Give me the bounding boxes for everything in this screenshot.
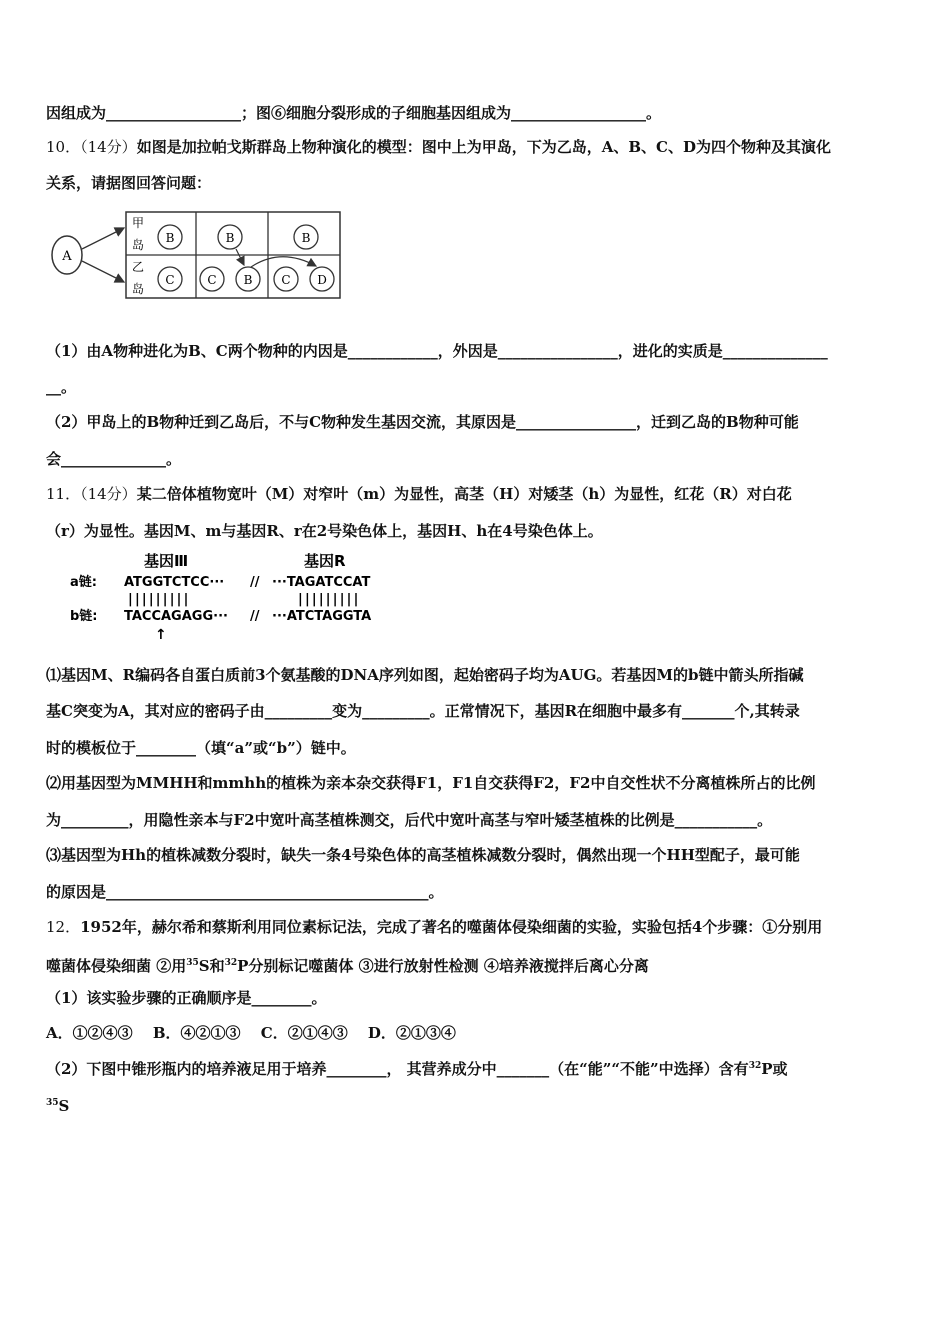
question-12-part-1: （1）该实验步骤的正确顺序是________。 [46, 989, 327, 1007]
b-chain-break: // [250, 609, 260, 624]
species-label: B [225, 231, 235, 245]
species-label: C [281, 273, 291, 287]
question-text: 某二倍体植物宽叶（M）对窄叶（m）为显性，高茎（H）对矮茎（h）为显性，红花（R）对白花 [136, 485, 792, 503]
question-11-stem [46, 484, 910, 504]
text-line: __。 [46, 378, 77, 396]
migration-arrow [236, 249, 244, 265]
base-pair-bars: ||||||||| [298, 592, 361, 607]
b-chain-left: TACCAGAGG··· [124, 609, 228, 624]
text-line: 关系，请据图回答问题： [46, 174, 212, 192]
a-chain-label: a链: [70, 575, 97, 590]
text-span: P或 [761, 1060, 788, 1078]
island-label-jia: 岛 [131, 238, 145, 252]
species-label: A [62, 249, 72, 264]
a-chain-right: ···TAGATCCAT [272, 575, 371, 590]
question-11-part-3: ⑶基因型为Hh的植株减数分裂时，缺失一条4号染色体的高茎植株减数分裂时，偶然出现一个HH型配子，最可能 [46, 846, 800, 864]
superscript: 32 [748, 1061, 762, 1071]
text-span: P分别标记噬菌体 ③进行放射性检测 ④培养液搅拌后离心分离 [237, 957, 649, 975]
island-label-yi: 岛 [131, 282, 145, 296]
text-line: 基C突变为A，其对应的密码子由_________变为_________。正常情况下，基因R在细胞中最多有_______个,其转录 [46, 702, 800, 720]
text-line: 因组成为__________________；图⑥细胞分裂形成的子细胞基因组成为__________________。 [46, 104, 662, 122]
island-label-yi: 乙 [131, 260, 145, 274]
text-line: 会______________。 [46, 450, 182, 468]
dna-sequence-figure [66, 548, 406, 642]
question-10-stem [46, 137, 910, 157]
text-line: （r）为显性。基因M、m与基因R、r在2号染色体上，基因H、h在4号染色体上。 [46, 522, 603, 540]
text-span: （2）下图中锥形瓶内的培养液足用于培养________， 其营养成分中_______（在“能”“不能”中选择）含有 [46, 1060, 749, 1078]
species-label: C [165, 273, 175, 287]
b-chain-label: b链: [70, 609, 98, 624]
question-number: 12． [46, 918, 81, 936]
species-label: B [243, 273, 253, 287]
superscript: 32 [224, 958, 238, 968]
a-chain-left: ATGGTCTCC··· [124, 575, 225, 590]
question-10-part-1: （1）由A物种进化为B、C两个物种的内因是____________，外因是________________，进化的实质是______________ [46, 342, 828, 360]
superscript: 35 [46, 1098, 59, 1108]
text-line: 的原因是___________________________________________。 [46, 883, 444, 901]
question-12-part-2 [46, 1056, 910, 1079]
question-12-stem [46, 917, 910, 937]
text-span: 噬菌体侵染细菌 ②用 [46, 957, 187, 975]
species-label: C [207, 273, 217, 287]
species-label: B [165, 231, 175, 245]
text-span: S [58, 1097, 70, 1115]
question-11-part-2: ⑵用基因型为MMHH和mmhh的植株为亲本杂交获得F1，F1自交获得F2，F2中自交性状不分离植株所占的比例 [46, 774, 816, 792]
question-number: 10．（14分） [46, 138, 137, 156]
b-chain-right: ···ATCTAGGTA [272, 609, 372, 624]
answer-options: A．①②④③ B．④②①③ C．②①④③ D．②①③④ [46, 1024, 456, 1042]
text-line [46, 953, 910, 976]
text-span: S和 [198, 957, 225, 975]
a-chain-break: // [250, 575, 260, 590]
evolution-arrow [82, 261, 124, 282]
gene-r-label: 基因R [304, 552, 346, 570]
question-text: 1952年，赫尔希和蔡斯利用同位素标记法，完成了著名的噬菌体侵染细菌的实验，实验包括4个步骤：①分别用 [80, 918, 823, 936]
base-pair-bars: ||||||||| [128, 592, 191, 607]
question-11-part-1: ⑴基因M、R编码各自蛋白质前3个氨基酸的DNA序列如图，起始密码子均为AUG。若基因M的b链中箭头所指碱 [46, 666, 804, 684]
species-label: D [317, 273, 327, 287]
mutation-arrow: ↑ [155, 627, 167, 642]
text-line: 时的模板位于________（填“a”或“b”）链中。 [46, 739, 356, 757]
question-10-part-2: （2）甲岛上的B物种迁到乙岛后，不与C物种发生基因交流，其原因是________________，迁到乙岛的B物种可能 [46, 413, 799, 431]
text-line: 为_________，用隐性亲本与F2中宽叶高茎植株测交，后代中宽叶高茎与窄叶矮茎植株的比例是___________。 [46, 811, 773, 829]
text-line [46, 1093, 910, 1116]
island-label-jia: 甲 [131, 216, 145, 230]
island-evolution-diagram [46, 205, 346, 307]
question-number: 11．（14分） [46, 485, 137, 503]
evolution-arrow [251, 257, 316, 267]
species-label: B [301, 231, 311, 245]
gene-m-label: 基因Ⅲ [144, 552, 189, 570]
question-text: 如图是加拉帕戈斯群岛上物种演化的模型：图中上为甲岛，下为乙岛，A、B、C、D为四个物种及其演化 [136, 138, 831, 156]
superscript: 35 [186, 958, 199, 968]
evolution-arrow [82, 228, 124, 249]
